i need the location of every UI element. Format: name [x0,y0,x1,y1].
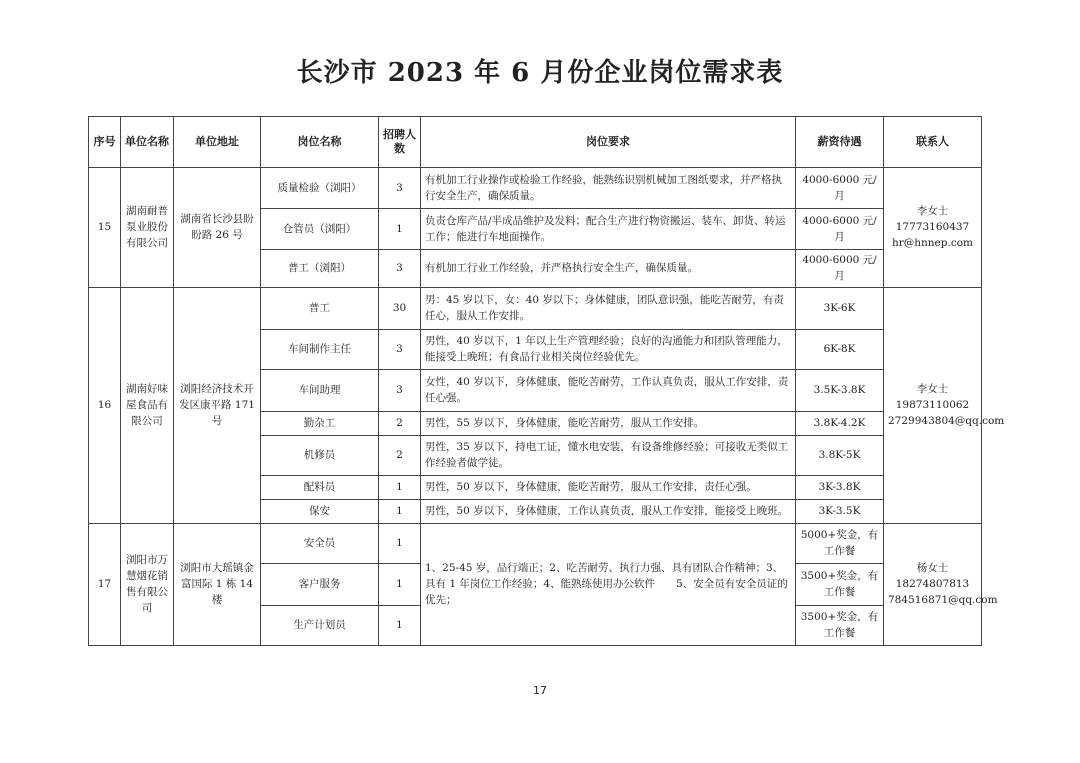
count-cell: 3 [379,168,421,209]
header-company: 单位名称 [121,117,174,168]
position-cell: 机修员 [261,435,379,475]
salary-cell: 3500+奖金，有工作餐 [796,605,884,645]
job-demand-table [88,116,1005,646]
header-contact: 联系人 [884,117,982,168]
count-cell: 1 [379,605,421,645]
address-cell: 浏阳市大瑶镇金富国际 1 栋 14 楼 [174,523,261,645]
count-cell: 2 [379,435,421,475]
count-cell: 1 [379,209,421,250]
header-address: 单位地址 [174,117,261,168]
count-cell: 1 [379,563,421,605]
requirement-cell: 男性，50 岁以下，身体健康，工作认真负责，服从工作安排，能接受上晚班。 [421,499,796,523]
position-cell: 保安 [261,499,379,523]
requirement-cell: 男性，35 岁以下，持电工证，懂水电安装，有设备维修经验；可接收无类似工作经验者做学徒。 [421,435,796,475]
seq-cell: 17 [89,523,121,645]
salary-cell: 3.8K-5K [796,435,884,475]
position-cell: 普工（浏阳） [261,250,379,288]
requirement-cell: 女性，40 岁以下，身体健康，能吃苦耐劳，工作认真负责，服从工作安排，责任心强。 [421,369,796,411]
page-number: 17 [533,684,547,697]
requirement-cell: 有机加工行业操作或检验工作经验，能熟练识别机械加工图纸要求，并严格执行安全生产，确保质量。 [421,168,796,209]
count-cell: 30 [379,287,421,329]
position-cell: 普工 [261,287,379,329]
requirement-cell: 男性，55 岁以下，身体健康，能吃苦耐劳，服从工作安排。 [421,411,796,435]
count-cell: 1 [379,499,421,523]
salary-cell: 6K-8K [796,329,884,369]
seq-cell: 15 [89,168,121,288]
contact-email: 2729943804@qq.com [888,415,1005,428]
contact-cell [884,287,1005,523]
header-position: 岗位名称 [261,117,379,168]
position-cell: 生产计划员 [261,605,379,645]
position-cell: 车间制作主任 [261,329,379,369]
table-header-row [89,117,982,168]
position-cell: 勤杂工 [261,411,379,435]
company-cell: 湖南好味屋食品有限公司 [121,287,174,523]
requirement-cell: 有机加工行业工作经验，并严格执行安全生产，确保质量。 [421,250,796,288]
position-cell: 仓管员（浏阳） [261,209,379,250]
table-row [89,287,982,329]
page-title: 长沙市 2023 年 6 月份企业岗位需求表 [296,58,784,88]
count-cell: 1 [379,523,421,563]
header-count: 招聘人数 [379,117,421,168]
position-cell: 车间助理 [261,369,379,411]
table-row [89,523,982,563]
count-cell: 3 [379,329,421,369]
salary-cell: 3K-3.8K [796,475,884,499]
table-row [89,168,982,209]
salary-cell: 3K-6K [796,287,884,329]
company-cell: 湖南耐普泵业股份有限公司 [121,168,174,288]
contact-phone: 18274807813 [895,577,970,590]
contact-name: 李女士 [916,382,949,395]
salary-cell: 3500+奖金，有工作餐 [796,563,884,605]
header-requirements: 岗位要求 [421,117,796,168]
salary-cell: 5000+奖金，有工作餐 [796,523,884,563]
count-cell: 3 [379,369,421,411]
seq-cell: 16 [89,287,121,523]
contact-name: 杨女士 [916,561,949,574]
salary-cell: 4000-6000 元/月 [796,209,884,250]
count-cell: 1 [379,475,421,499]
position-cell: 配料员 [261,475,379,499]
count-cell: 2 [379,411,421,435]
address-cell: 浏阳经济技术开发区康平路 171 号 [174,287,261,523]
count-cell: 3 [379,250,421,288]
company-cell: 浏阳市万慧烟花销售有限公司 [121,523,174,645]
requirement-cell: 男性，50 岁以下，身体健康，能吃苦耐劳，服从工作安排，责任心强。 [421,475,796,499]
contact-name: 李女士 [916,204,949,217]
requirement-cell: 负责仓库产品/半成品维护及发料；配合生产进行物资搬运、装车、卸货、转运工作；能进行车地面操作。 [421,209,796,250]
salary-cell: 4000-6000 元/月 [796,250,884,288]
contact-cell [884,523,998,645]
requirement-cell: 男性，40 岁以下，1 年以上生产管理经验；良好的沟通能力和团队管理能力，能接受上晚班；有食品行业相关岗位经验优先。 [421,329,796,369]
position-cell: 客户服务 [261,563,379,605]
address-cell: 湖南省长沙县盼盼路 26 号 [174,168,261,288]
contact-email: 784516871@qq.com [888,594,998,607]
header-salary: 薪资待遇 [796,117,884,168]
position-cell: 质量检验（浏阳） [261,168,379,209]
requirement-cell: 男：45 岁以下，女：40 岁以下；身体健康，团队意识强，能吃苦耐劳，有责任心，服从工作安排。 [421,287,796,329]
position-cell: 安全员 [261,523,379,563]
shared-requirement-cell: 1、25-45 岁，品行端正；2、吃苦耐劳、执行力强、具有团队合作精神；3、具有 1 年岗位工作经验；4、能熟练使用办公软件 5、安全员有安全员证的优先； [421,523,796,645]
contact-phone: 19873110062 [895,398,970,411]
contact-cell [884,168,982,288]
salary-cell: 3.5K-3.8K [796,369,884,411]
salary-cell: 3K-3.5K [796,499,884,523]
header-seq: 序号 [89,117,121,168]
contact-phone: 17773160437 [895,221,970,234]
salary-cell: 4000-6000 元/月 [796,168,884,209]
salary-cell: 3.8K-4.2K [796,411,884,435]
contact-email: hr@hnnep.com [891,237,973,250]
